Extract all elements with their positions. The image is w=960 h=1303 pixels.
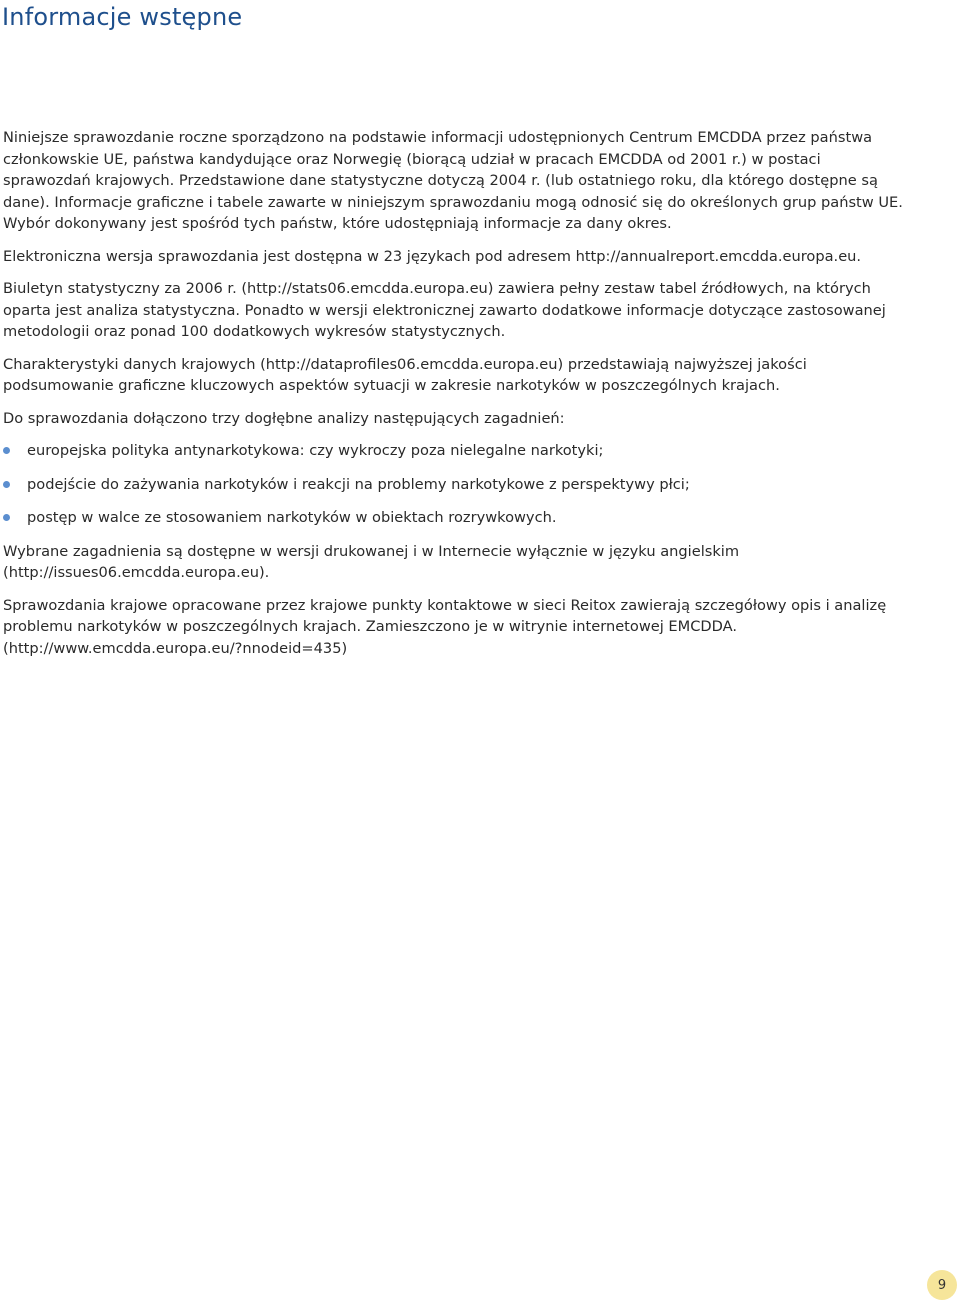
list-item [3,440,903,462]
body-text [3,127,903,670]
intro-paragraph: Niniejsze sprawozdanie roczne sporządzono na podstawie informacji udostępnionych Centrum EMCDDA przez państwa członkowskie UE, państwa kandydujące oraz Norwegię (biorącą udział w pracach EMCDDA od 2001 r.) w postaci sprawozdań krajowych. Przedstawione dane statystyczne dotyczą 2004 r. (lub ostatniego roku, dla którego dostępne są dane). Informacje graficzne i tabele zawarte w niniejszym sprawozdaniu mogą odnosić się do określonych grup państw UE. Wybór dokonywany jest spośród tych państw, które udostępniają informacje za dany okres. [3,129,903,232]
electronic-version-paragraph: Elektroniczna wersja sprawozdania jest dostępna w 23 językach pod adresem http://annualreport.emcdda.europa.eu. [3,247,862,265]
list-item-text: europejska polityka antynarkotykowa: czy wykroczy poza nielegalne narkotyki; [27,442,604,459]
list-item [3,507,903,529]
bullet-icon [3,481,10,488]
selected-issues-list [3,440,903,529]
bullet-icon [3,514,10,521]
country-profiles-paragraph: Charakterystyki danych krajowych (http://dataprofiles06.emcdda.europa.eu) przedstawiają najwyższej jakości podsumowanie graficzne kluczowych aspektów sytuacji w zakresie narkotyków w poszczególnych krajach. [3,355,807,394]
list-item [3,474,903,496]
national-reports-paragraph: Sprawozdania krajowe opracowane przez krajowe punkty kontaktowe w sieci Reitox zawierają szczegółowy opis i analizę problemu narkotyków w poszczególnych krajach. Zamieszczono je w witrynie internetowej EMCDDA. (http://www.emcdda.europa.eu/?nnodeid=435) [3,596,887,657]
page-number-badge [927,1270,957,1300]
bullet-icon [3,447,10,454]
list-item-text: podejście do zażywania narkotyków i reakcji na problemy narkotykowe z perspektywy płci; [27,475,690,493]
statistical-bulletin-paragraph: Biuletyn statystyczny za 2006 r. (http://stats06.emcdda.europa.eu) zawiera pełny zestaw tabel źródłowych, na których oparta jest analiza statystyczna. Ponadto w wersji elektronicznej zawarto dodatkowe informacje dotyczące zastosowanej metodologii oraz ponad 100 dodatkowych wykresów statystycznych. [3,280,886,340]
list-item-text: postęp w walce ze stosowaniem narkotyków w obiektach rozrywkowych. [27,509,557,526]
selected-issues-availability-paragraph: Wybrane zagadnienia są dostępne w wersji drukowanej i w Internecie wyłącznie w języku angielskim (http://issues06.emcdda.europa.eu). [3,542,740,581]
selected-issues-intro: Do sprawozdania dołączono trzy dogłębne analizy następujących zagadnień: [3,409,565,427]
page-title: Informacje wstępne [2,3,243,31]
page-number: 9 [937,1277,947,1293]
